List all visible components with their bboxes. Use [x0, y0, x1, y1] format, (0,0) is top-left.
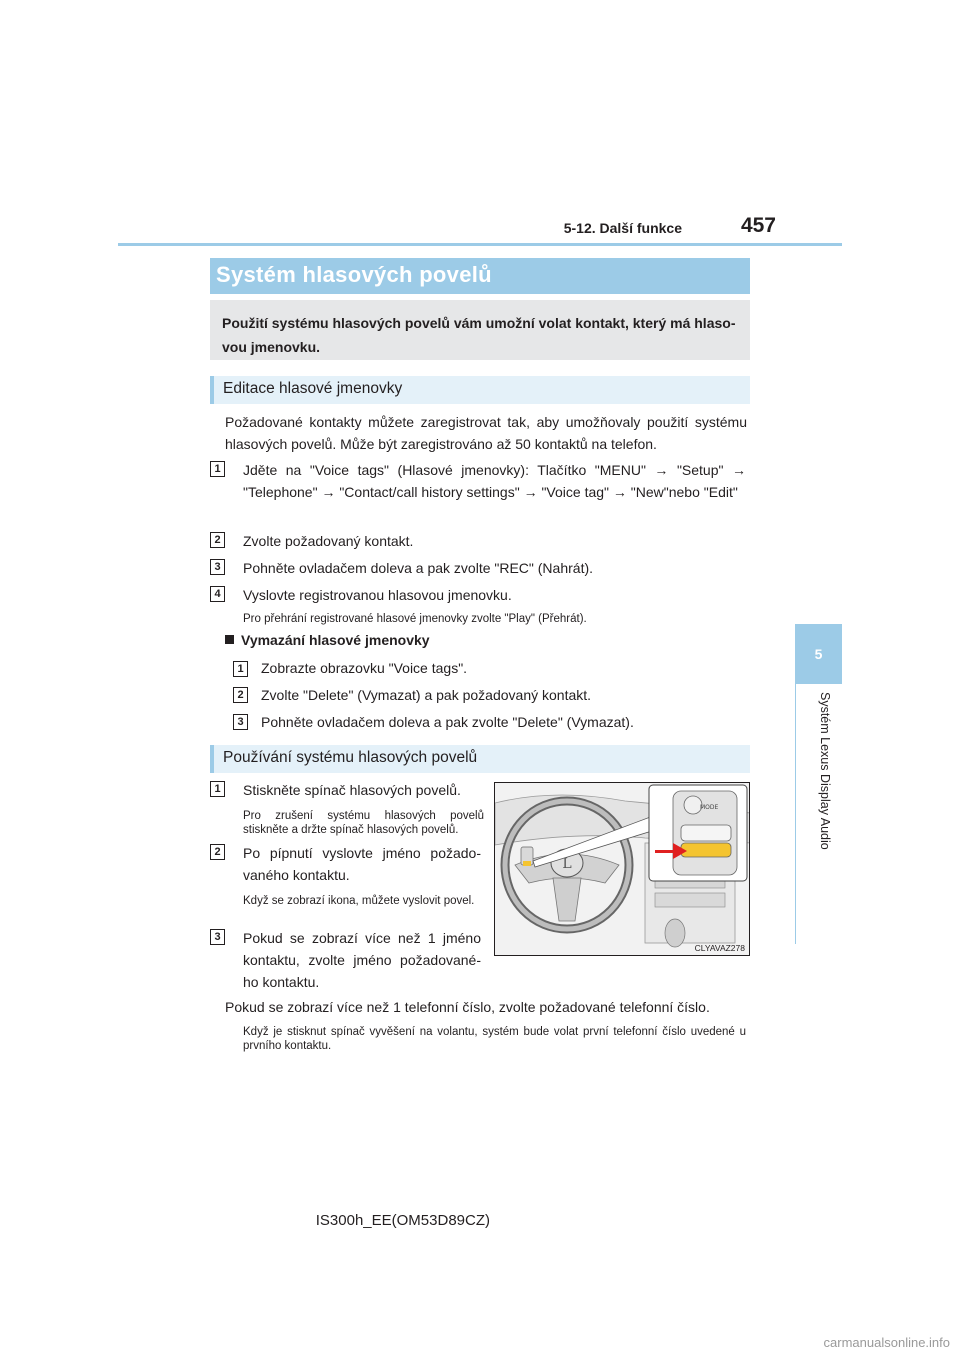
header-rule [118, 243, 842, 246]
step-note: Když se zobrazí ikona, můžete vyslovit povel. [243, 895, 475, 907]
step-number: 2 [210, 844, 225, 860]
section-note: Když je stisknut spínač vyvěšení na volantu, systém bude volat první telefonní číslo uvedené u prvního kontaktu. [243, 1026, 746, 1052]
step-number: 4 [210, 586, 225, 602]
figure-button-label: MODE [700, 804, 719, 811]
step-number: 2 [233, 687, 248, 703]
step-text: Zobrazte obrazovku "Voice tags". [261, 660, 468, 676]
subsection-heading-text: Vymazání hlasové jmenovky [241, 632, 430, 648]
footer-code: IS300h_EE(OM53D89CZ) [315, 1212, 490, 1229]
chapter-title: Systém Lexus Display Audio [818, 692, 832, 850]
step-number: 3 [233, 714, 248, 730]
page-title: Systém hlasových povelů [216, 262, 492, 287]
step-number: 2 [210, 532, 225, 548]
step-number: 1 [210, 461, 225, 477]
step-note: Pro zrušení systému hlasových povelů stiskněte a držte spínač hlasových povelů. [243, 810, 484, 836]
step-note: Pro přehrání registrované hlasové jmenovky zvolte "Play" (Přehrát). [243, 613, 587, 625]
intro-box [210, 300, 750, 360]
subsection-heading-delete [225, 632, 430, 648]
step-text: Zvolte "Delete" (Vymazat) a pak požadovaný kontakt. [261, 687, 592, 703]
section-heading-edit [210, 376, 750, 404]
steering-wheel-figure [494, 782, 750, 956]
figure-code: CLYAVAZ278 [694, 943, 745, 953]
page-title-bar [210, 258, 750, 294]
step-number: 1 [233, 661, 248, 677]
steering-wheel-illustration [495, 783, 750, 956]
section-heading-use [210, 745, 750, 773]
step-text: Vyslovte registrovanou hlasovou jmenovku. [243, 587, 512, 603]
section-heading-text: Používání systému hlasových povelů [223, 749, 478, 766]
chapter-number: 5 [814, 646, 823, 662]
step-text: Stiskněte spínač hlasových povelů. [243, 782, 461, 798]
section-header: 5-12. Další funkce [563, 220, 682, 236]
page-number: 457 [740, 214, 776, 237]
section-heading-text: Editace hlasové jmenovky [223, 380, 403, 397]
svg-text:L: L [562, 856, 572, 872]
step-text: Po pípnutí vyslovte jméno požado-vaného kontaktu. [243, 845, 481, 883]
step-number: 1 [210, 781, 225, 797]
section-paragraph: Pokud se zobrazí více než 1 telefonní číslo, zvolte požadované telefonní číslo. [225, 999, 710, 1015]
step-text: Pokud se zobrazí více než 1 jméno kontaktu, zvolte jméno požadované-ho kontaktu. [243, 930, 481, 990]
step-number: 3 [210, 929, 225, 945]
intro-text: Použití systému hlasových povelů vám umožní volat kontakt, který má hlaso-vou jmenovku. [222, 315, 736, 355]
step-text: Pohněte ovladačem doleva a pak zvolte "REC" (Nahrát). [243, 560, 594, 576]
square-bullet-icon [225, 635, 234, 644]
step-text: Zvolte požadovaný kontakt. [243, 533, 414, 549]
chapter-tab [795, 624, 842, 684]
watermark: carmanualsonline.info [823, 1335, 950, 1350]
step-number: 3 [210, 559, 225, 575]
section-paragraph: Požadované kontakty můžete zaregistrovat tak, aby umožňovaly použití systému hlasových povelů. Může být zaregistrováno až 50 kontaktů na telefon. [225, 414, 747, 452]
step-text: Pohněte ovladačem doleva a pak zvolte "Delete" (Vymazat). [261, 714, 634, 730]
step-text: Jděte na "Voice tags" (Hlasové jmenovky): Tlačítko "MENU" → "Setup" → "Telephone" → "Contact/call history settings" → "Voice tag" → "New"nebo "Edit" [243, 462, 746, 500]
